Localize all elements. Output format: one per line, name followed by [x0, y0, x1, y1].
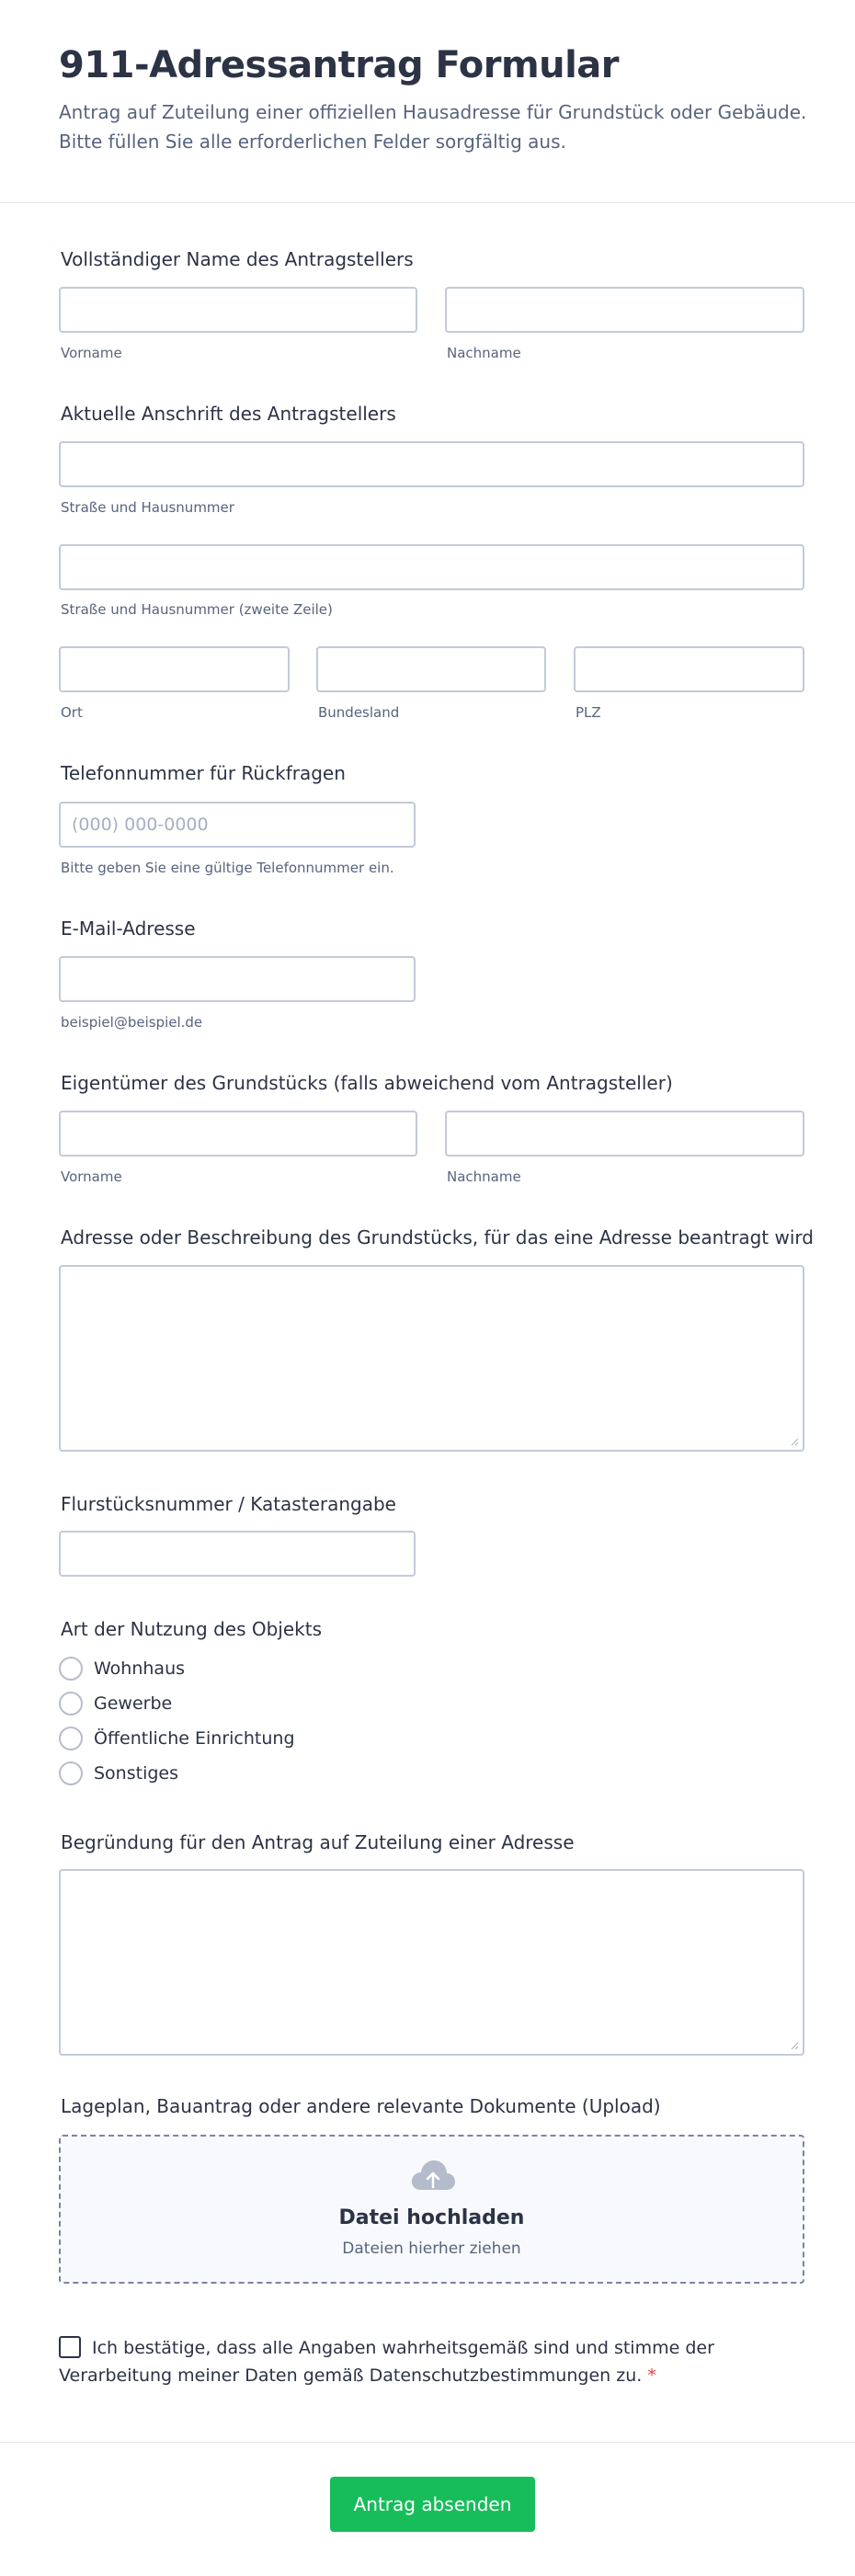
page-title: 911-Adressantrag Formular	[59, 44, 620, 86]
usage-option-oeffentliche-einrichtung[interactable]	[59, 1726, 295, 1751]
parcel-number-input[interactable]	[59, 1531, 416, 1577]
city-sublabel: Ort	[61, 704, 83, 721]
usage-type-label: Art der Nutzung des Objekts	[61, 1618, 322, 1640]
email-label: E-Mail-Adresse	[61, 918, 196, 940]
radio-label: Öffentliche Einrichtung	[94, 1728, 295, 1749]
street-sublabel: Straße und Hausnummer	[61, 499, 234, 516]
file-upload-dropzone[interactable]	[59, 2135, 804, 2284]
applicant-name-label: Vollständiger Name des Antragstellers	[61, 248, 414, 270]
justification-wrapper	[59, 1869, 804, 2056]
radio-label: Gewerbe	[94, 1693, 173, 1714]
email-input[interactable]	[59, 956, 416, 1002]
radio-circle[interactable]	[59, 1761, 83, 1785]
radio-circle[interactable]	[59, 1657, 83, 1681]
street-input[interactable]	[59, 441, 804, 487]
resize-grip-icon[interactable]	[790, 1437, 799, 1446]
justification-label: Begründung für den Antrag auf Zuteilung einer Adresse	[61, 1831, 575, 1853]
usage-option-sonstiges[interactable]	[59, 1761, 178, 1786]
applicant-first-name-sublabel: Vorname	[61, 345, 122, 361]
usage-option-gewerbe[interactable]	[59, 1691, 172, 1716]
radio-circle[interactable]	[59, 1727, 83, 1750]
owner-name-label: Eigentümer des Grundstücks (falls abweichend vom Antragsteller)	[61, 1072, 673, 1094]
footer-divider	[0, 2442, 855, 2443]
cloud-upload-icon	[410, 2159, 456, 2192]
street2-input[interactable]	[59, 544, 804, 590]
upload-title: Datei hochladen	[338, 2206, 525, 2229]
justification-textarea[interactable]	[59, 1869, 804, 2056]
submit-button[interactable]: Antrag absenden	[330, 2477, 535, 2532]
usage-option-wohnhaus[interactable]	[59, 1656, 185, 1681]
phone-sublabel: Bitte geben Sie eine gültige Telefonnummer ein.	[61, 860, 394, 876]
phone-label: Telefonnummer für Rückfragen	[61, 762, 346, 784]
consent-checkbox[interactable]	[59, 2336, 81, 2358]
radio-label: Sonstiges	[94, 1763, 179, 1784]
property-description-wrapper	[59, 1265, 804, 1452]
email-sublabel: beispiel@beispiel.de	[61, 1014, 203, 1031]
state-input[interactable]	[316, 646, 546, 692]
phone-input[interactable]	[59, 802, 416, 848]
owner-last-name-input[interactable]	[445, 1111, 804, 1157]
radio-label: Wohnhaus	[94, 1658, 186, 1679]
street2-sublabel: Straße und Hausnummer (zweite Zeile)	[61, 601, 333, 618]
zip-input[interactable]	[574, 646, 804, 692]
consent-text: Ich bestätige, dass alle Angaben wahrheitsgemäß sind und stimme der Verarbeitung meiner Daten gemäß Datenschutzbestimmungen zu.	[59, 2338, 714, 2386]
property-description-label: Adresse oder Beschreibung des Grundstücks, für das eine Adresse beantragt wird	[61, 1226, 814, 1248]
applicant-address-label: Aktuelle Anschrift des Antragstellers	[61, 403, 396, 425]
page-subtitle: Antrag auf Zuteilung einer offiziellen Hausadresse für Grundstück oder Gebäude. Bitte füllen Sie alle erforderlichen Felder sorgfältig aus.	[59, 101, 807, 153]
upload-subtitle: Dateien hierher ziehen	[342, 2240, 521, 2258]
applicant-last-name-input[interactable]	[445, 287, 804, 333]
consent-block	[59, 2334, 804, 2389]
resize-grip-icon[interactable]	[790, 2041, 799, 2050]
form-header	[0, 0, 855, 203]
property-description-textarea[interactable]	[59, 1265, 804, 1452]
parcel-number-label: Flurstücksnummer / Katasterangabe	[61, 1493, 396, 1515]
required-mark: *	[647, 2365, 656, 2386]
owner-first-name-input[interactable]	[59, 1111, 417, 1157]
city-input[interactable]	[59, 646, 290, 692]
owner-first-name-sublabel: Vorname	[61, 1168, 122, 1185]
state-sublabel: Bundesland	[318, 704, 400, 721]
upload-label: Lageplan, Bauantrag oder andere relevante Dokumente (Upload)	[61, 2095, 661, 2117]
owner-last-name-sublabel: Nachname	[447, 1168, 521, 1185]
zip-sublabel: PLZ	[576, 704, 601, 721]
applicant-last-name-sublabel: Nachname	[447, 345, 521, 361]
radio-circle[interactable]	[59, 1692, 83, 1715]
applicant-first-name-input[interactable]	[59, 287, 417, 333]
